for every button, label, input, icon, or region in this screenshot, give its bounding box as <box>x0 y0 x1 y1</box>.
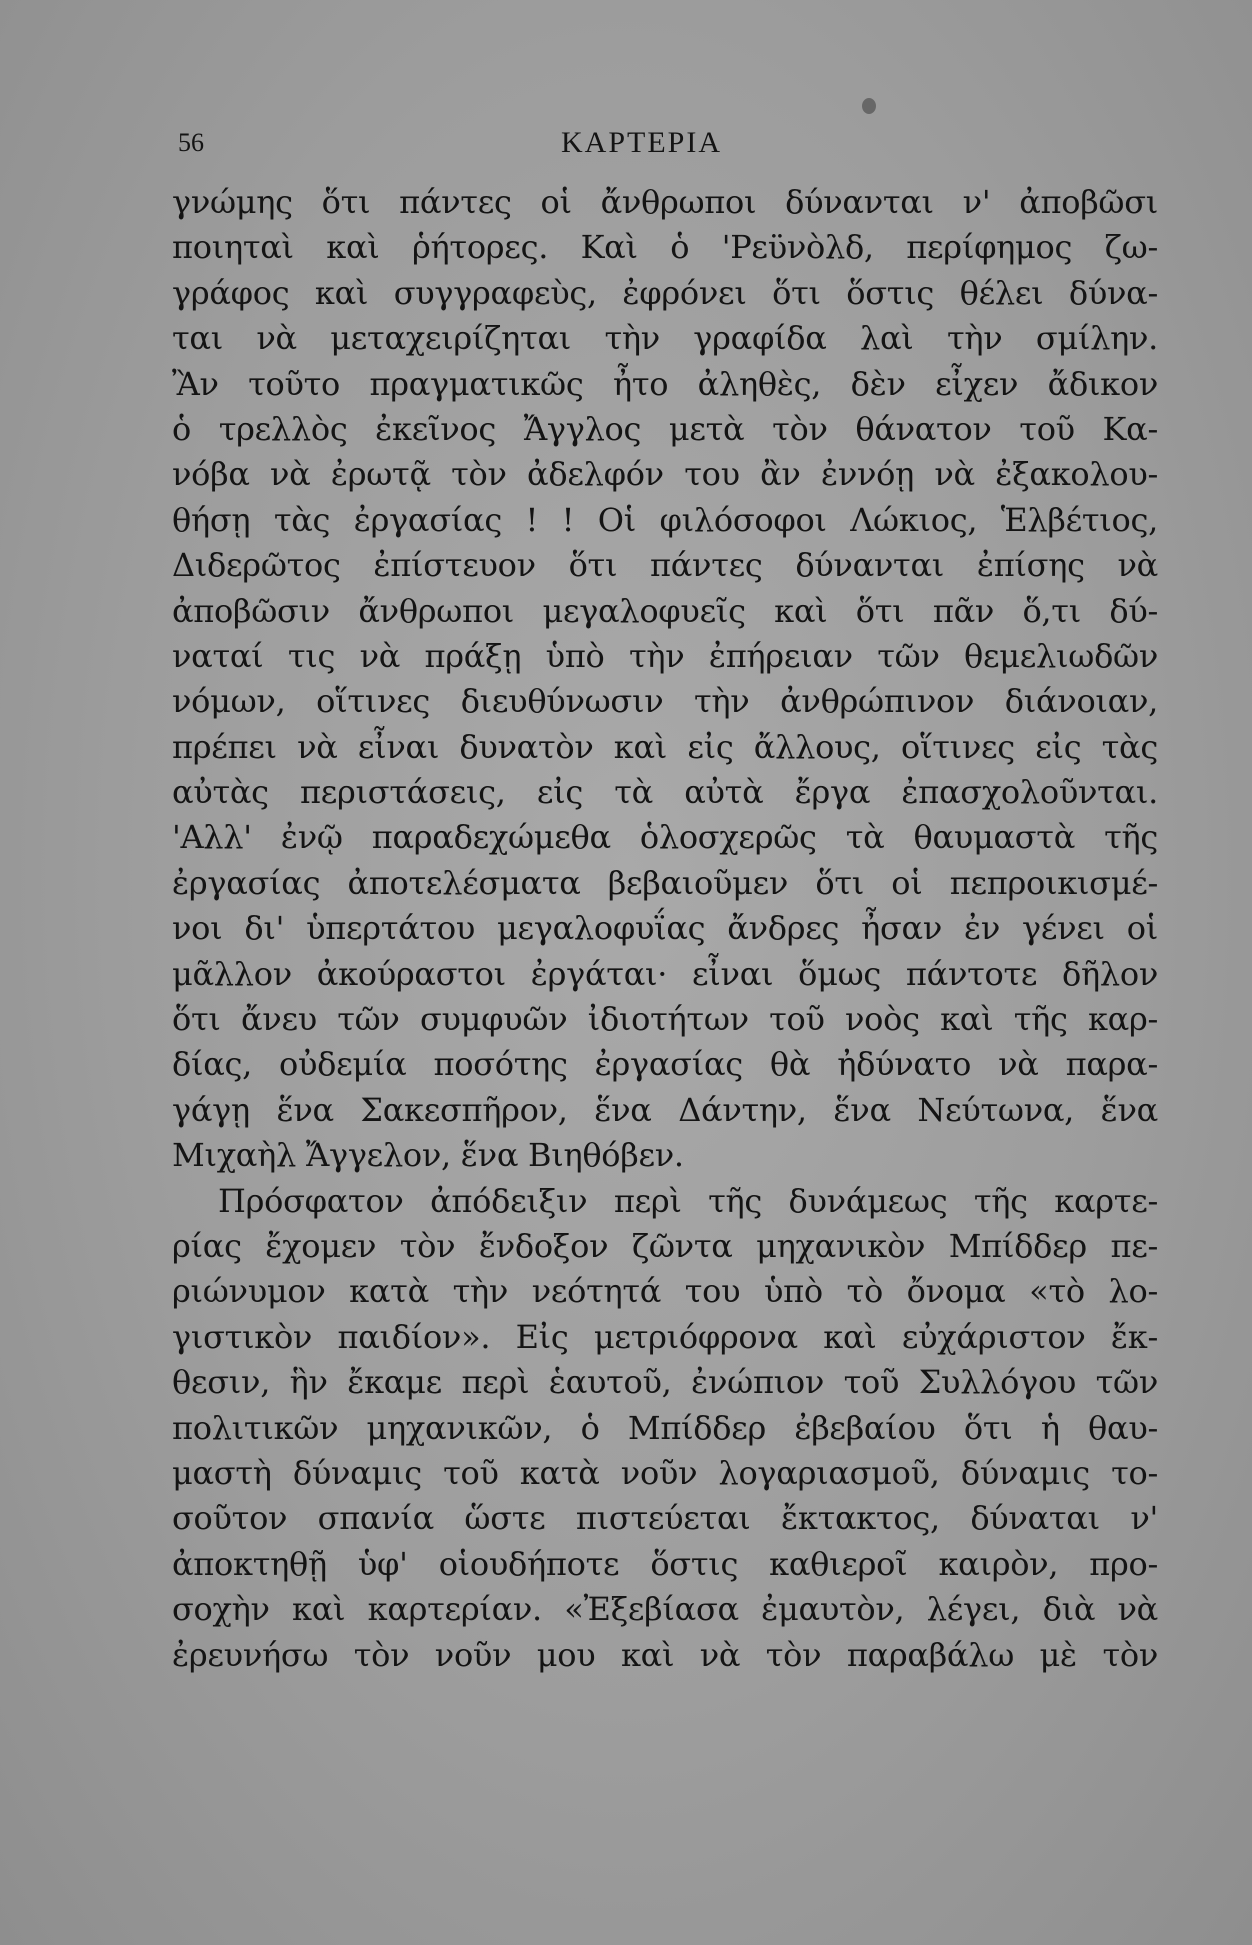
text-line: ριώνυμον κατὰ τὴν νεότητά του ὑπὸ τὸ ὄνομα «τὸ λο- <box>172 1272 1158 1311</box>
text-line: ἐρευνήσω τὸν νοῦν μου καὶ νὰ τὸν παραβάλω μὲ τὸν <box>172 1635 1158 1674</box>
text-line: νόμων, οἵτινες διευθύνωσιν τὴν ἀνθρώπινον διάνοιαν, <box>172 682 1158 721</box>
text-line: σοῦτον σπανία ὥστε πιστεύεται ἔκτακτος, δύναται ν' <box>172 1499 1158 1538</box>
text-line: γνώμης ὅτι πάντες οἱ ἄνθρωποι δύνανται ν' ἀποβῶσι <box>172 183 1158 221</box>
text-line: ται νὰ μεταχειρίζηται τὴν γραφίδα λαὶ τὴν σμίλην. <box>172 319 1158 358</box>
text-line: ἀποβῶσιν ἄνθρωποι μεγαλοφυεῖς καὶ ὅτι πᾶν ὅ,τι δύ- <box>172 591 1158 630</box>
text-line: ρίας ἔχομεν τὸν ἔνδοξον ζῶντα μηχανικὸν Μπίδδερ πε- <box>172 1226 1158 1265</box>
page-number: 56 <box>178 128 204 157</box>
text-line: γιστικὸν παιδίον». Εἰς μετριόφρονα καὶ εὐχάριστον ἔκ- <box>172 1317 1158 1356</box>
text-line: γράφος καὶ συγγραφεὺς, ἐφρόνει ὅτι ὅστις θέλει δύνα- <box>172 273 1158 312</box>
text-line: γάγῃ ἕνα Σακεσπῆρον, ἕνα Δάντην, ἕνα Νεύτωνα, ἕνα <box>172 1090 1158 1129</box>
text-line: ἐργασίας ἀποτελέσματα βεβαιοῦμεν ὅτι οἱ πεπροικισμέ- <box>172 863 1158 902</box>
text-line: Ἂν τοῦτο πραγματικῶς ἦτο ἀληθὲς, δὲν εἶχεν ἄδικον <box>172 364 1158 403</box>
text-line: Διδερῶτος ἐπίστευον ὅτι πάντες δύνανται ἐπίσης νὰ <box>172 546 1158 585</box>
text-line: ὁ τρελλὸς ἐκεῖνος Ἄγγλος μετὰ τὸν θάνατον τοῦ Κα- <box>172 409 1158 448</box>
text-line: πολιτικῶν μηχανικῶν, ὁ Μπίδδερ ἐβεβαίου ὅτι ἡ θαυ- <box>172 1408 1158 1447</box>
text-line: πρέπει νὰ εἶναι δυνατὸν καὶ εἰς ἄλλους, οἵτινες εἰς τὰς <box>172 727 1158 766</box>
body-text <box>172 180 1158 1678</box>
text-line: αὐτὰς περιστάσεις, εἰς τὰ αὐτὰ ἔργα ἐπασχολοῦνται. <box>172 773 1158 812</box>
text-line: νοι δι' ὑπερτάτου μεγαλοφυΐας ἄνδρες ἦσαν ἐν γένει οἱ <box>172 909 1158 948</box>
running-title: ΚΑΡΤΕΡΙΑ <box>561 126 723 159</box>
ink-smudge <box>862 98 876 114</box>
text-line: ὅτι ἄνευ τῶν συμφυῶν ἰδιοτήτων τοῦ νοὸς καὶ τῆς καρ- <box>172 1000 1158 1039</box>
text-line: ἀποκτηθῇ ὑφ' οἱουδήποτε ὅστις καθιεροῖ καιρὸν, προ- <box>172 1544 1158 1583</box>
paragraph-end-line: Μιχαὴλ Ἄγγελον, ἕνα Βιηθόβεν. <box>172 1136 684 1175</box>
text-line: θεσιν, ἣν ἔκαμε περὶ ἑαυτοῦ, ἐνώπιον τοῦ Συλλόγου τῶν <box>172 1363 1158 1402</box>
text-line: 'Αλλ' ἐνῷ παραδεχώμεθα ὁλοσχερῶς τὰ θαυμαστὰ τῆς <box>172 818 1158 857</box>
paragraph-start-line: Πρόσφατον ἀπόδειξιν περὶ τῆς δυνάμεως τῆς καρτε- <box>218 1181 1158 1220</box>
text-line: δίας, οὐδεμία ποσότης ἐργασίας θὰ ἠδύνατο νὰ παρα- <box>172 1045 1158 1084</box>
text-line: μᾶλλον ἀκούραστοι ἐργάται· εἶναι ὅμως πάντοτε δῆλον <box>172 954 1158 993</box>
text-line: μαστὴ δύναμις τοῦ κατὰ νοῦν λογαριασμοῦ, δύναμις το- <box>172 1453 1158 1492</box>
text-line: ποιηταὶ καὶ ῥήτορες. Καὶ ὁ 'Ρεϋνὸλδ, περίφημος ζω- <box>172 228 1158 267</box>
text-line: νόβα νὰ ἐρωτᾷ τὸν ἀδελφόν του ἂν ἐννόῃ νὰ ἐξακολου- <box>172 455 1158 494</box>
text-line: σοχὴν καὶ καρτερίαν. «Ἐξεβίασα ἐμαυτὸν, λέγει, διὰ νὰ <box>172 1590 1158 1629</box>
text-line: ναταί τις νὰ πράξῃ ὑπὸ τὴν ἐπήρειαν τῶν θεμελιωδῶν <box>172 636 1158 675</box>
page-header <box>178 126 1058 166</box>
text-line: θήσῃ τὰς ἐργασίας ! ! Οἱ φιλόσοφοι Λώκιος, Ἑλβέτιος, <box>172 500 1158 539</box>
